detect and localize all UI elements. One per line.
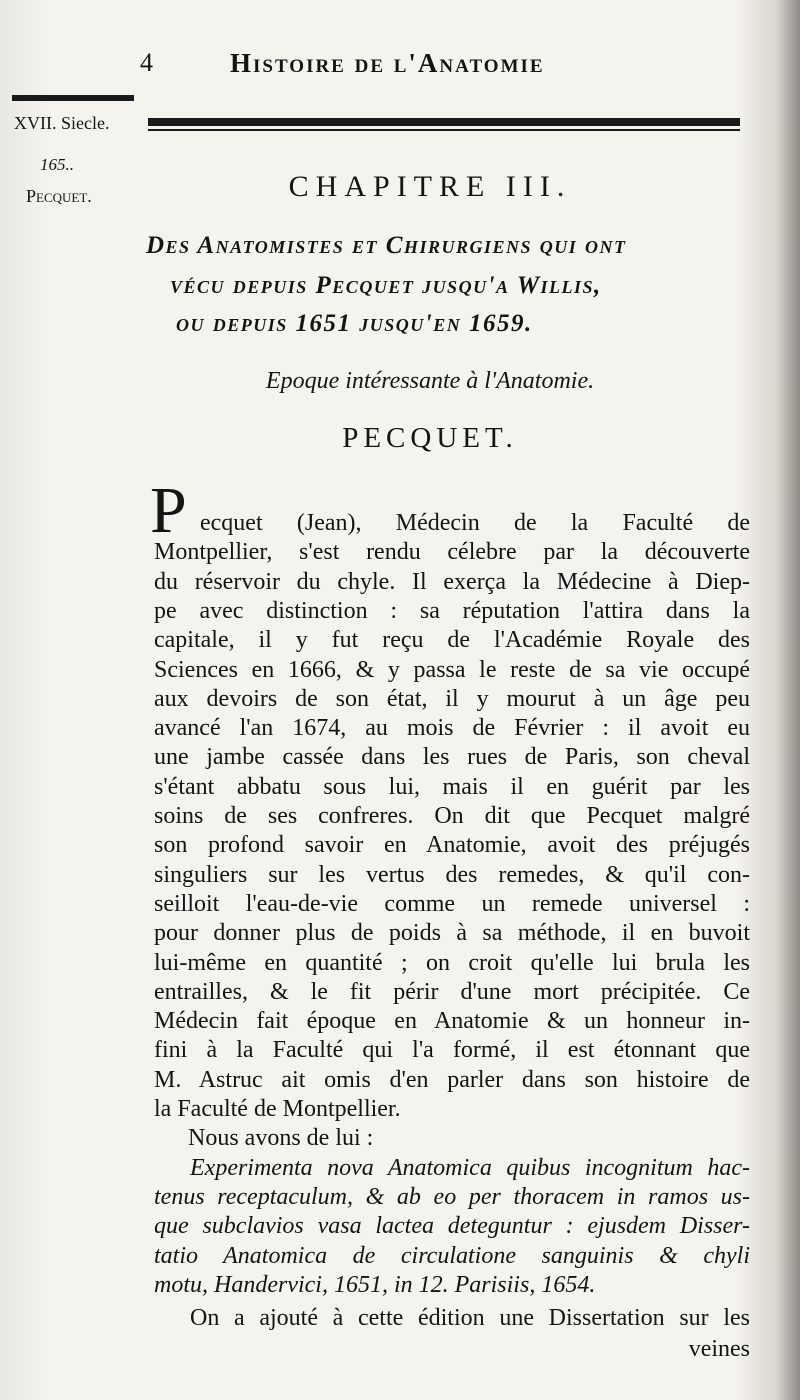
header-rule-thin — [148, 129, 740, 131]
paragraph-line: entrailles, & le fit périr d'une mort précipitée. Ce — [154, 978, 750, 1005]
paragraph-line: fini à la Faculté qui l'a formé, il est étonnant que — [154, 1037, 750, 1064]
paragraph-line: singuliers sur les vertus des remedes, & qu'il con- — [154, 861, 750, 888]
paragraph-line: M. Astruc ait omis d'en parler dans son histoire de — [154, 1066, 750, 1093]
section-title: PECQUET. — [342, 422, 518, 454]
works-intro: Nous avons de lui : — [188, 1125, 374, 1152]
paragraph-line: Sciences en 1666, & y passa le reste de sa vie occupé — [154, 656, 750, 683]
paragraph-line: avancé l'an 1674, au mois de Février : il avoit eu — [154, 715, 750, 742]
margin-century: XVII. Siecle. — [14, 113, 110, 133]
margin-year: 165.. — [40, 155, 74, 174]
paragraph-line: ecquet (Jean), Médecin de la Faculté de — [200, 510, 750, 536]
paragraph-line: pour donner plus de poids à sa méthode, il en buvoit — [154, 920, 750, 947]
chapter-subtitle-line: vécu depuis Pecquet jusqu'a Willis, — [170, 272, 602, 299]
work-citation-line: Experimenta nova Anatomica quibus incognitum hac- — [190, 1154, 750, 1181]
paragraph-line: capitale, il y fut reçu de l'Académie Royale des — [154, 627, 750, 654]
drop-cap: P — [150, 474, 187, 547]
paragraph-line: Montpellier, s'est rendu célebre par la découverte — [154, 539, 750, 566]
running-head: Histoire de l'Anatomie — [230, 48, 545, 78]
paragraph-line: la Faculté de Montpellier. — [154, 1096, 401, 1122]
paragraph-line: lui-même en quantité ; on croit qu'elle lui brula les — [154, 949, 750, 976]
paragraph-line: Médecin fait époque en Anatomie & un honneur in- — [154, 1008, 750, 1035]
chapter-subtitle-line: ou depuis 1651 jusqu'en 1659. — [176, 310, 533, 337]
paragraph-line: seilloit l'eau-de-vie comme un remede universel : — [154, 890, 750, 917]
paragraph-line: pe avec distinction : sa réputation l'attira dans la — [154, 597, 750, 624]
chapter-title: CHAPITRE III. — [288, 170, 572, 203]
chapter-subtitle-line: Des Anatomistes et Chirurgiens qui ont — [146, 232, 627, 259]
page-number: 4 — [140, 48, 153, 77]
closing-line: On a ajouté à cette édition une Dissertation sur les — [190, 1305, 750, 1332]
work-citation-line: tenus receptaculum, & ab eo per thoracem in ramos us- — [154, 1183, 750, 1210]
paragraph-line: une jambe cassée dans les rues de Paris, son cheval — [154, 744, 750, 771]
catchword: veines — [688, 1336, 750, 1363]
paragraph-line: soins de ses confreres. On dit que Pecquet malgré — [154, 803, 750, 829]
margin-name: Pecquet. — [26, 186, 92, 206]
header-rule — [148, 118, 740, 126]
paragraph-line: son profond savoir en Anatomie, avoit des préjugés — [154, 832, 750, 859]
paragraph-line: du réservoir du chyle. Il exerça la Médecine à Diep- — [154, 568, 750, 595]
paragraph-line: s'étant abbatu sous lui, mais il en guérit par les — [154, 773, 750, 800]
epoch-note: Epoque intéressante à l'Anatomie. — [265, 368, 595, 394]
work-citation-line: motu, Handervici, 1651, in 12. Parisiis, 1654. — [154, 1271, 596, 1298]
paragraph-line: aux devoirs de son état, il y mourut à un âge peu — [154, 685, 750, 712]
work-citation-line: que subclavios vasa lactea deteguntur : ejusdem Disser- — [154, 1213, 750, 1240]
work-citation-line: tatio Anatomica de circulatione sanguinis & chyli — [154, 1242, 750, 1269]
margin-rule — [12, 95, 134, 101]
page-header — [0, 44, 800, 84]
